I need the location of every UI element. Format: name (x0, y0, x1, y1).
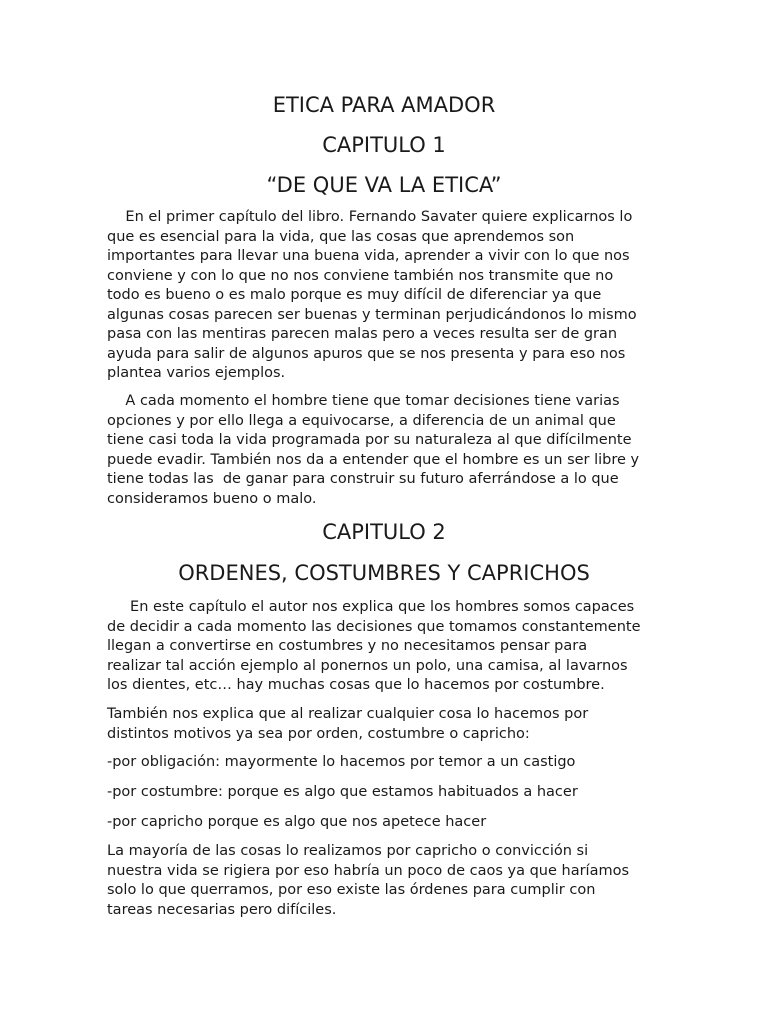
list-item-capricho (107, 813, 667, 833)
text-line: En este capítulo el autor nos explica que los hombres somos capaces (107, 599, 635, 615)
text-line: llegan a convertirse en costumbres y no necesitamos pensar para (107, 638, 588, 654)
text-line: consideramos bueno o malo. (107, 490, 317, 507)
text-line: -por capricho porque es algo que nos apetece hacer (107, 814, 487, 830)
chapter-2-paragraph-1 (107, 598, 667, 696)
list-item-costumbre (107, 783, 667, 803)
text-line: importantes para llevar una buena vida, aprender a vivir con lo que nos (107, 248, 630, 264)
chapter-1-paragraph-1 (107, 208, 667, 384)
chapter-1-subtitle: “DE QUE VA LA ETICA” (266, 173, 502, 197)
text-line: pasa con las mentiras parecen malas pero a veces resulta ser de gran (107, 326, 618, 342)
text-line: A cada momento el hombre tiene que tomar decisiones tiene varias (107, 393, 620, 409)
text-line: algunas cosas parecen ser buenas y terminan perjudicándonos lo mismo (107, 306, 637, 323)
chapter-1-paragraph-2 (107, 392, 667, 509)
text-line: La mayoría de las cosas lo realizamos por capricho o convicción si (107, 843, 589, 859)
text-line: tiene casi toda la vida programada por su naturaleza al que difícilmente (107, 432, 632, 448)
text-line: todo es bueno o es malo porque es muy difícil de diferenciar ya que (107, 287, 602, 303)
text-line: En el primer capítulo del libro. Fernando Savater quiere explicarnos lo (107, 209, 633, 225)
text-line: nuestra vida se rigiera por eso habría un poco de caos ya que haríamos (107, 862, 629, 879)
text-line: conviene y con lo que no nos conviene también nos transmite que no (107, 267, 614, 284)
text-line: plantea varios ejemplos. (107, 365, 286, 381)
list-item-obligacion (107, 753, 667, 773)
text-line: tareas necesarias pero difíciles. (107, 901, 337, 918)
text-line: realizar tal acción ejemplo al ponernos un polo, una camisa, al lavarnos (107, 657, 628, 674)
text-line: puede evadir. También nos da a entender que el hombre es un ser libre y (107, 451, 640, 468)
text-line: que es esencial para la vida, que las cosas que aprendemos son (107, 228, 575, 245)
text-line: -por costumbre: porque es algo que estamos habituados a hacer (107, 784, 578, 800)
text-line: opciones y por ello llega a equivocarse, a diferencia de un animal que (107, 412, 616, 429)
text-line: solo lo que querramos, por eso existe las órdenes para cumplir con (107, 882, 596, 898)
text-line: ayuda para salir de algunos apuros que se nos presenta y para eso nos (107, 345, 626, 362)
document-title: ETICA PARA AMADOR (272, 93, 496, 117)
chapter-1-heading: CAPITULO 1 (322, 133, 446, 157)
chapter-2-heading: CAPITULO 2 (322, 520, 446, 544)
text-line: También nos explica que al realizar cualquier cosa lo hacemos por (107, 706, 589, 722)
chapter-2-paragraph-closing (107, 842, 667, 920)
chapter-2-paragraph-2 (107, 705, 667, 744)
text-line: tiene todas las de ganar para construir su futuro aferrándose a lo que (107, 471, 619, 487)
text-line: -por obligación: mayormente lo hacemos por temor a un castigo (107, 754, 576, 770)
text-line: los dientes, etc… hay muchas cosas que lo hacemos por costumbre. (107, 677, 605, 693)
text-line: distintos motivos ya sea por orden, costumbre o capricho: (107, 725, 530, 742)
chapter-2-subtitle: ORDENES, COSTUMBRES Y CAPRICHOS (178, 561, 590, 585)
text-line: de decidir a cada momento las decisiones que tomamos constantemente (107, 618, 641, 635)
